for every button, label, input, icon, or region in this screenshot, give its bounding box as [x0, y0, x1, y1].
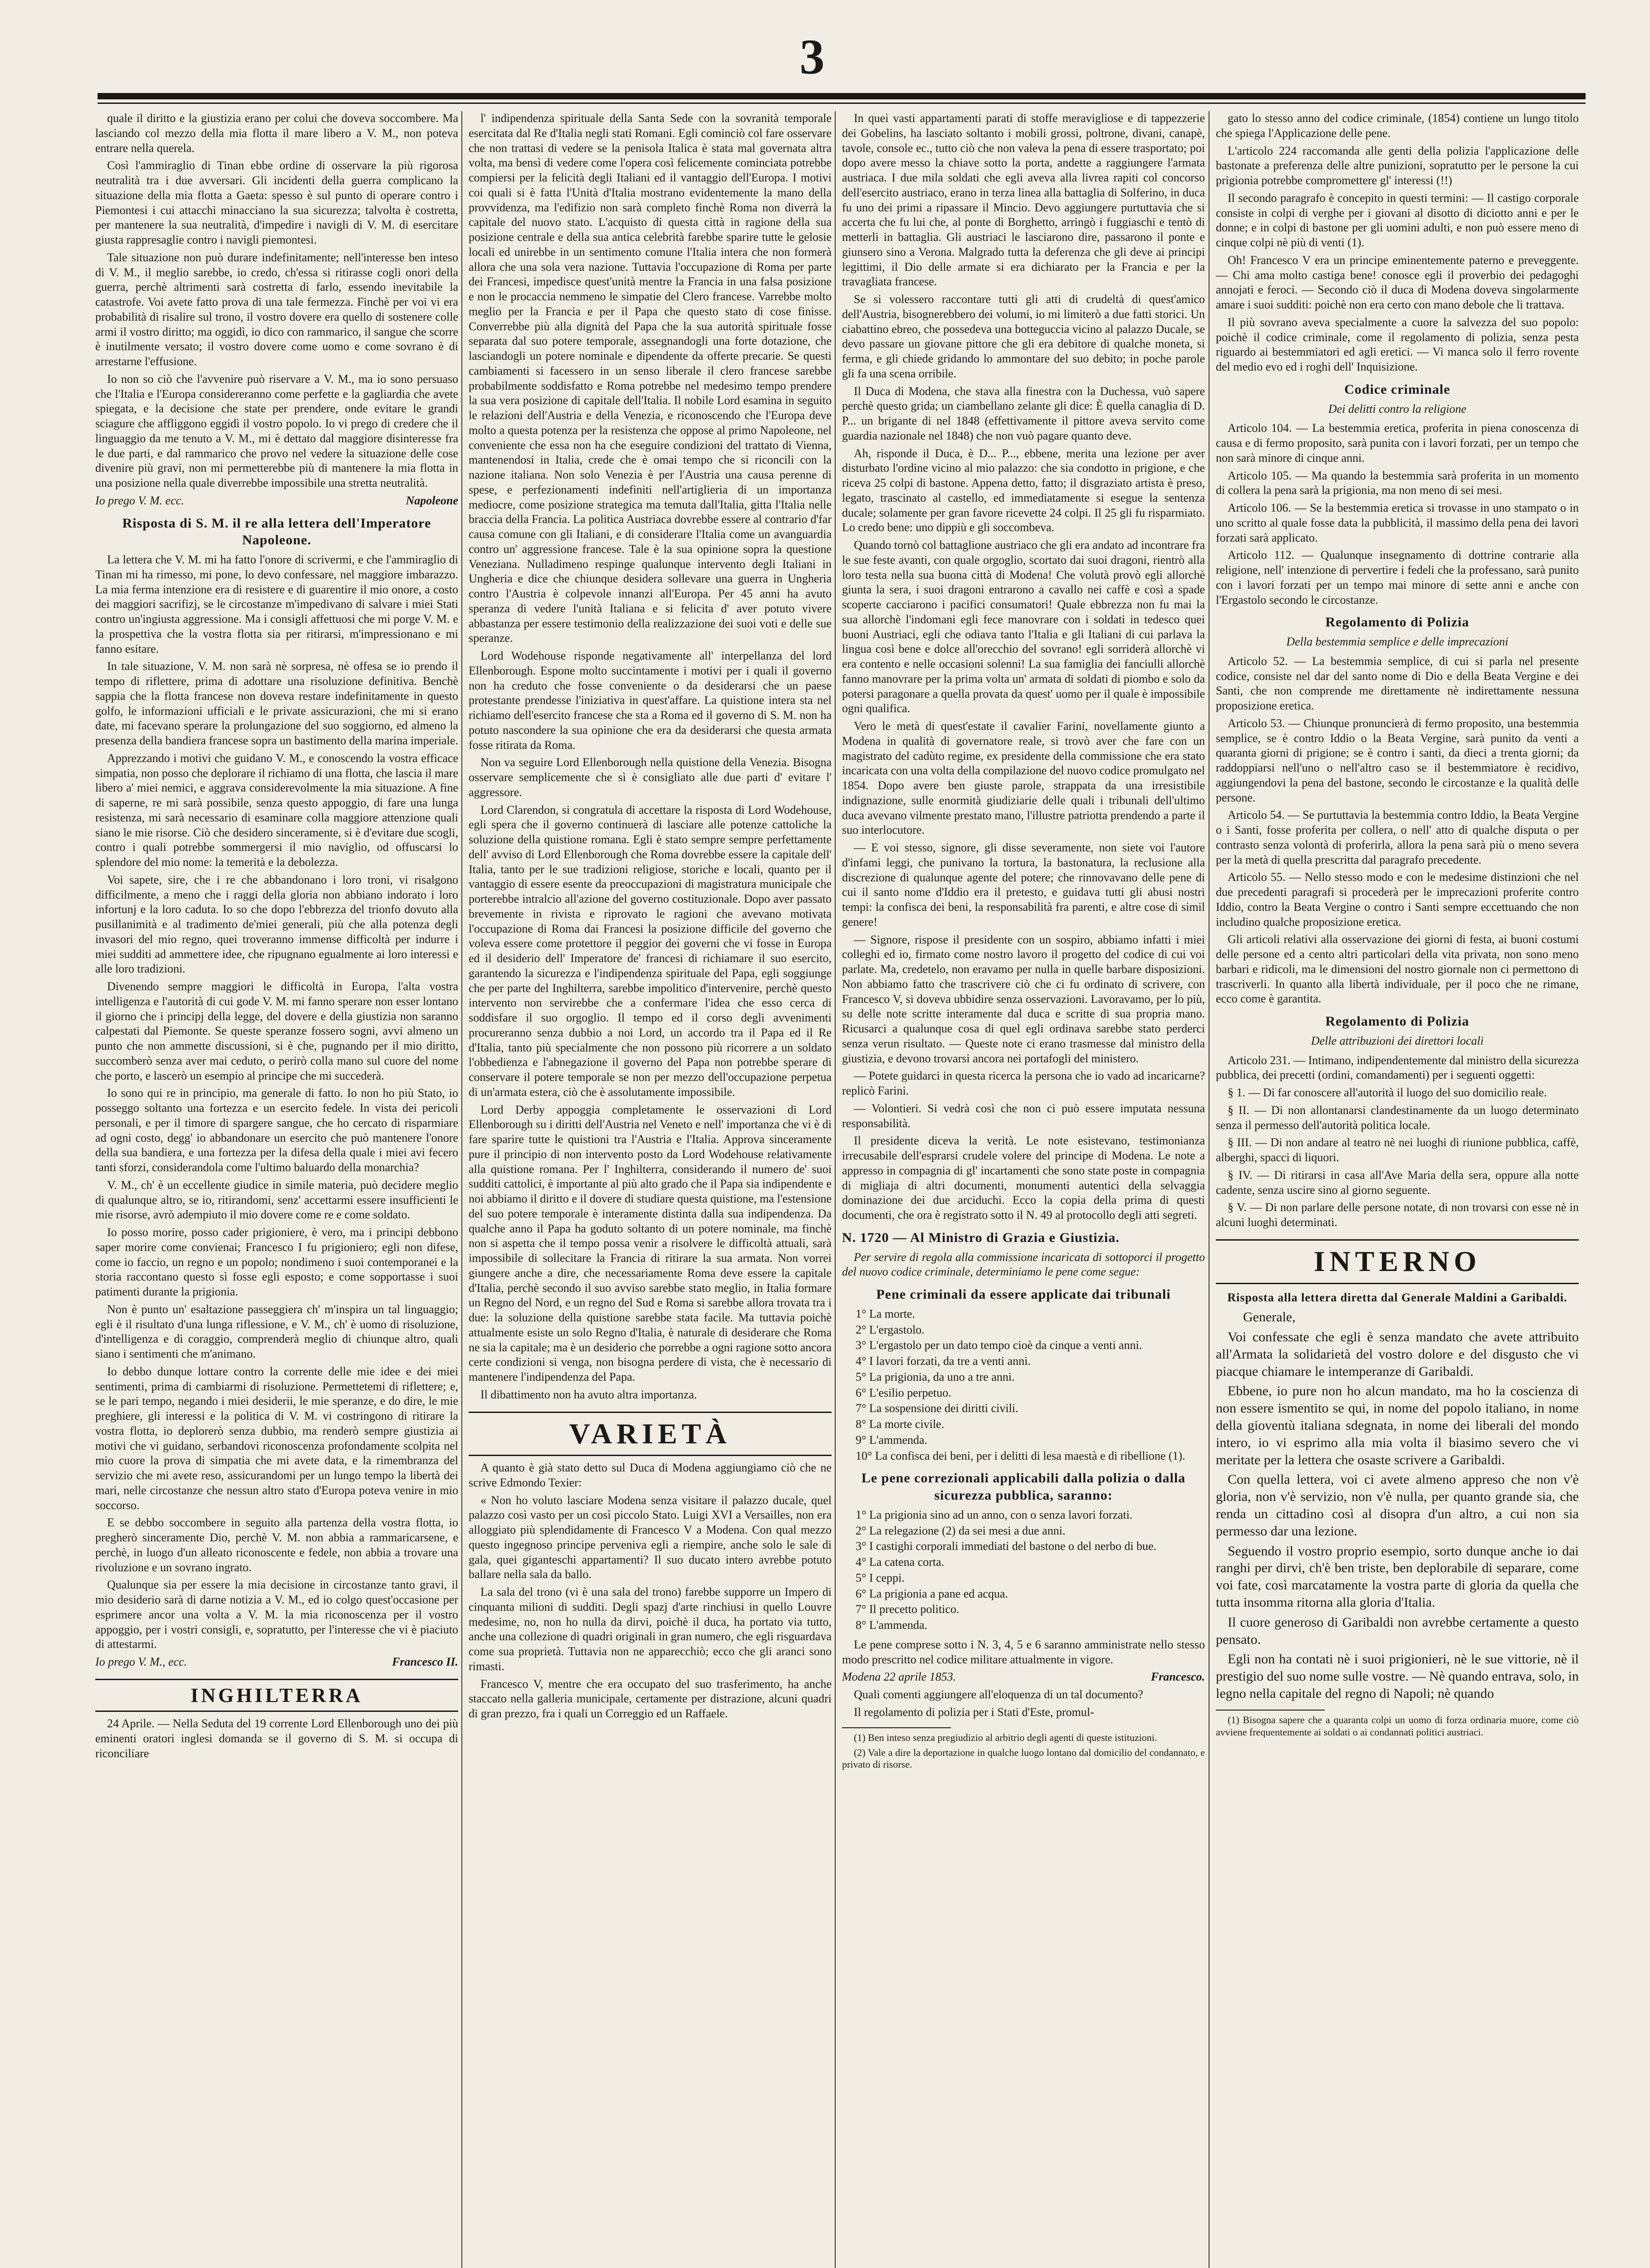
paragraph: Articolo 112. — Qualunque insegnamento di dottrine contrarie alla religione, nell' intenzione di pervertire i fedeli che la professano, sarà punito con i lavori forzati per un tempo mai minore di sette anni e anche con l'Ergastolo secondo le circostanze. — [1216, 548, 1579, 606]
paragraph: Lord Clarendon, si congratula di accettare la risposta di Lord Wodehouse, egli spera che il governo continuerà di lasciare alle potenze cattoliche la soluzione della quistione romana. Egli è stato sempre sempre perfettamente dell' avviso di Lord Ellenborough che Roma dovrebbe essere la capitale dell' Italia, tanto per le sue tradizioni religiose, storiche e locali, quanto per il vantaggio di essere esente da preoccupazioni di magistratura municipale che porterebbe intralcio all'azione del governo costituzionale. Dopo aver passato brevemente in rivista e riprovato le ragioni che avevano motivata l'occupazione di Roma dai Francesi la posizione difficile del governo che voleva essere come protettore il peggior dei governi che vi fosse in Europa ed il desiderio dell' Imperatore de' francesi di richiamare il suo esercito, garantendo la sicurezza e l'indipendenza spirituale del Papa, egli soggiunge che per parte del Inghilterra, sarebbe impolitico d'intervenire, perchè questo intervento non servirebbe che a confermare l'idea che esso cerca di soddisfare il suo orgoglio. Il tempo ed il corso degli avvenimenti procureranno senza dubbio a noi Lord, un accordo tra il Papa ed il Re d'Italia, tanto più specialmente che non possono più ricorrere a un soldato l'obbedienza e l'abnegazione il governo del Papa non potrebbe sperare di conservare il potere temporale se non per mezzo dell'occupazione perpetua di un'armata estera, ciò che è assolutamente impossibile. — [469, 803, 832, 1099]
regolamento2-subheading: Delle attribuzioni dei direttori locali — [1311, 1034, 1484, 1047]
list-item: 7° Il precetto politico. — [856, 1603, 960, 1616]
header-rule-thick — [98, 93, 1586, 99]
paragraph: Articolo 105. — Ma quando la bestemmia sarà proferita in un momento di collera la pena sarà la prigionia, ma non meno di sei mesi. — [1216, 469, 1579, 497]
letter-signature: Napoleone — [406, 494, 458, 507]
column-rule — [461, 111, 462, 2268]
footnote: (2) Vale a dire la deportazione in qualche luogo lontano dal domicilio del condannato, e privato di risorse. — [842, 1746, 1205, 1770]
paragraph: Quando tornò col battaglione austriaco che gli era andato ad incontrare fra le sue feste avanti, con quale orgoglio, scortato dai suoi dragoni, rientrò alla loro testa nella sua buona città di Modena! Che volutà provò egli allorchè giunta la sera, i suoi dragoni entrarono a cavallo nei caffè e così a spade scoperte cacciarono i pacifici consumatori! Quale ebbrezza non fu mai la sua allorchè l'indomani egli fece manovrare con i soldati in tedesco quei buoni Austriaci, egli che odiava tanto l'Italia e gli Italiani di cui parlava la lingua così bene e dolce all'orecchio del sovrano! egli sorriderà allorchè vi era contento e nelle occasioni solenni! La sua famiglia dei fanciulli allorchè fanno manovrare per la prima volta un' armata di soldati di piombo e solo da potersi paragonare a quella provata da quest' uomo per il quale è impossibile ogni qualifica. — [842, 538, 1205, 715]
paragraph: — Potete guidarci in questa ricerca la persona che io vado ad incaricarne? replicò Farini. — [842, 1069, 1205, 1097]
column-1 — [95, 111, 458, 2268]
paragraph: Con quella lettera, voi ci avete almeno appreso che non v'è gloria, non v'è servizio, non v'è nulla, per quanto grande sia, che renda un cittadino così al disopra d'un altro, a cui non sia permesso dar una lezione. — [1216, 1472, 1579, 1539]
paragraph: Il regolamento di polizia per i Stati d'Este, promul- — [854, 1705, 1094, 1719]
paragraph: V. M., ch' è un eccellente giudice in simile materia, può decidere meglio di qualunque altro, se io, ritirandomi, senz' accettarmi essere insufficienti le mie risorse, avrò adempiuto il mio dovere come re e come soldato. — [95, 1178, 458, 1222]
list-item: 8° L'ammenda. — [856, 1618, 928, 1632]
paragraph: Il dibattimento non ha avuto altra importanza. — [480, 1388, 697, 1401]
paragraph: gato lo stesso anno del codice criminale, (1854) contiene un lungo titolo che spiega l'Applicazione delle pene. — [1216, 112, 1579, 140]
list-item: 1° La morte. — [856, 1307, 915, 1320]
paragraph: Il Duca di Modena, che stava alla finestra con la Duchessa, vuò sapere perchè questo grida; un ciambellano zelante gli dice: È quella canaglia di D. P... un brigante di nel 1848 (effettivamente il pittore aveva servito come guardia nazionale nel 1848) che non vuò pagare quanto deve. — [842, 384, 1205, 442]
reply-salute: Io prego V. M., ecc. — [95, 1655, 187, 1669]
paragraph: § 1. — Di far conoscere all'autorità il luogo del suo domicilio reale. — [1228, 1086, 1547, 1100]
paragraph: Articolo 104. — La bestemmia eretica, proferita in piena conoscenza di causa e di fermo proposito, sarà punita con i lavori forzati, per un tempo che non sarà minore di cinque anni. — [1216, 421, 1579, 464]
paragraph: « Non ho voluto lasciare Modena senza visitare il palazzo ducale, quel palazzo così vasto per un così piccolo Stato. Luigi XVI a Versailles, non era alloggiato più splendidamente di Francesco V a Modena. Con qual mezzo questo ingegnoso principe perveniva egli a riempire, anche solo le sale di gala, quei giganteschi appartamenti? Il suo ducato intero avrebbe potuto ballare nella sala da ballo. — [469, 1493, 832, 1581]
paragraph: Non va seguire Lord Ellenborough nella quistione della Venezia. Bisogna osservare semplicemente che sì è consigliato alle due parti d' evitare l' aggressore. — [469, 756, 832, 799]
letter-salute: Io prego V. M. ecc. — [95, 494, 184, 507]
list-item: 7° La sospensione dei diritti civili. — [856, 1402, 1018, 1415]
regolamento2-heading: Regolamento di Polizia — [1325, 1014, 1469, 1029]
paragraph: Ah, risponde il Duca, è D... P..., ebbene, merita una lezione per aver disturbato l'ordine vicino al mio palazzo: che sia condotto in prigione, e che riceva 25 colpi di bastone. Appena detto, fatto; il disgraziato artista è preso, legato, trascinato al castello, ed immediatamente si esegue la sentenza ducale; solamente per gran favore ricevette 24 colpi. Il 25 gli fu risparmiato. Lo credo bene: uno dippiù e gli soccombeva. — [842, 446, 1205, 534]
paragraph: Articolo 53. — Chiunque pronuncierà di fermo proposito, una bestemmia semplice, se è contro Iddio o la Beata Vergine, sarà punito da venti a quaranta giorni di prigione; se è contro i santi, da dieci a trenta giorni; da raddoppiarsi nell'uno o nell'altro caso se il bestemmiatore è recidivo, aggiungendovi la pena del bastone, secondo le circostanze e la qualità delle persone. — [1216, 716, 1579, 804]
paragraph: Voi confessate che egli è senza mandato che avete attribuito all'Armata la solidarietà del vostro dolore e del disgusto che vi piacque chiamare le intemperanze di Garibaldi. — [1216, 1330, 1579, 1379]
paragraph: Egli non ha contati nè i suoi prigionieri, nè le sue vittorie, nè il prestigio del suo nome sulle vostre. — Nè quando entrava, solo, in legno nella capitale del regno di Napoli; nè quando — [1216, 1652, 1579, 1701]
paragraph: In tale situazione, V. M. non sarà nè sorpresa, nè offesa se io prendo il tempo di riflettere, prima di adottare una risoluzione definitiva. Benchè sappia che la flotta francese non doveva restare indefinitamente in questo golfo, le informazioni ufficiali e le private assicurazioni, che mi si erano date, mi facevano sperare la prolungazione del suo soggiorno, ed almeno la presenza della bandiera francese sopra un bastimento della marina imperiale. — [95, 660, 458, 748]
ministry-heading: N. 1720 — Al Ministro di Grazia e Giustizia. — [842, 1230, 1120, 1245]
paragraph: l' indipendenza spirituale della Santa Sede con la sovranità temporale esercitata dal Re d'Italia negli stati Romani. Egli cominciò col fare osservare che non trattasi di vedere se la penisola Italica è stata mal governata altra volta, ma bensì di vedere come l'opera così felicemente cominciata potrebbe compiersi per la felicità degli Italiani ed il vantaggio dell'Europa. I motivi coi quali si è fatta l'Unità d'Italia mostrano evidentemente la mano della provvidenza, ma l'edifizio non sarà completo finchè Roma non diverrà la capitale del nuovo stato. L'acquisto di questa città in ragione della sua posizione centrale e della sua antica celebrità farebbe sparire tutte le gelosie locali ed unirebbe in un sentimento comune l'Italia intera che non formerà allora che una sola vera nazione. Tuttavia l'occupazione di Roma per parte dei Francesi, impedisce quest'unità mentre la Francia in una falsa posizione e non le procaccia nemmeno le simpatie del Clero francese. Varrebbe molto meglio per la Francia e per il Papa che questo stato di cose finisse. Converrebbe più alla dignità del Papa che la sua autorità spirituale fosse separata dal suo potere temporale, assegnandogli una forte dotazione, che lasciandogli un potere nominale e dipendente da offerte precarie. Se questi cambiamenti si facessero in un senso liberale il clero francese sarebbe probabilmente soddisfatto e Roma potrebbe nel medesimo tempo prendere la sua vera posizione di capitale dell'Italia. Il nobile Lord esamina in seguito le relazioni dell'Austria e della Venezia, e riconoscendo che l'Europa deve molto a questa potenza per la resistenza che oppose al primo Napoleone, nel conveniente che essa non ha che eseguire condizioni del trattato di Vienna, mantenendosi in Italia, crede che è omai tempo che si riconcili con la nazione italiana. Non solo Venezia è per l'Austria una causa perenne di spese, e perfezionamenti indefiniti nell'artiglieria di un importanza mediocre, come posizione strategica ma temuta dall'Italia, gitta l'Italia nelle braccia della Francia. La politica Austriaca dovrebbe essere al contrario d'far causa comune con gli Italiani, e di considerare l'Italia come un avanguardia contro un' aggressione francese. Tale è la sua opinione sopra la questione Veneziana. Nulladimeno respinge qualunque intervento degli Italiani in Ungheria e dice che chiunque desidera sollevare una guerra in Ungheria contro l'Austria è colpevole innanzi all'Europa. Per 45 anni ha avuto speranza di vedere l'unità Italiana e si felicita d' aver potuto vivere abbastanza per essere testimonio della realizzazione dei suoi voti e delle sue speranze. — [469, 112, 832, 645]
letter-signature-line — [95, 494, 458, 508]
paragraph: La sala del trono (vi è una sala del trono) farebbe supporre un Impero di cinquanta milioni di sudditi. Degli spazj d'arte rinchiusi in quello Louvre medesime, no, non ho nulla da dirvi, poichè il duca, ha portato via tutto, anche una collezione di quadri originali in gran numero, che egli risguardava come sua proprietà. Tuttavia non ne apparecchiò; ecco che gli aranci sono rimasti. — [469, 1585, 832, 1673]
list-item: 3° L'ergastolo per un dato tempo cioè da cinque a venti anni. — [856, 1339, 1142, 1352]
penalties-heading: Pene criminali da essere applicate dai tribunali — [876, 1287, 1171, 1302]
paragraph: § III. — Di non andare al teatro nè nei luoghi di riunione pubblica, caffè, alberghi, spacci di liquori. — [1216, 1136, 1579, 1164]
paragraph: Divenendo sempre maggiori le difficoltà in Europa, l'alta vostra intelligenza e l'autorità di cui gode V. M. mi fanno sperare non esser lontano il giorno che i principj della legge, del dovere e della giustizia non saranno calpestati dal Piemonte. Se queste speranze fossero sogni, avvi almeno un punto che non ammette discussioni, si è che, pugnando per il mio diritto, succomberò senza aver mai ceduto, o perirò colla mano sul cuore del nome che porto, e lascerò un esempio al principe che mi succederà. — [95, 980, 458, 1082]
correctional-heading: Le pene correzionali applicabili dalla polizia o dalla sicurezza pubblica, saranno: — [861, 1471, 1186, 1503]
decree-signature-line — [842, 1670, 1205, 1685]
paragraph: Le pene comprese sotto i N. 3, 4, 5 e 6 saranno amministrate nello stesso modo prescritto nel codice militare attualmente in vigore. — [842, 1637, 1205, 1666]
list-item: 6° La prigionia a pane ed acqua. — [856, 1587, 1008, 1600]
list-item: 4° La catena corta. — [856, 1555, 945, 1569]
penalties-list — [856, 1307, 1205, 1464]
list-item: 9° L'ammenda. — [856, 1433, 928, 1447]
paragraph: Io sono qui re in principio, ma generale di fatto. Io non ho più Stato, io posseggo soltanto una fortezza e un esercito fedele. In vista dei pericoli personali, e per il timore di spargere sangue, che ho cercato di risparmiare ad ogni costo, degg' io abbandonare un esercito che può mantenere l'onore della sua bandiera, e una fortezza per la difesa della quale i miei avi fecero tanti sforzi, considerandola come l'ultimo baluardo della monarchia? — [95, 1086, 458, 1174]
paragraph: Seguendo il vostro proprio esempio, sorto dunque anche io dai ranghi per dirvi, ch'è ben triste, ben deplorabile di separare, come voi fate, così marcatamente la vostra parte di gloria da quella che tutta insomma ritorna alla gloria d'Italia. — [1216, 1543, 1579, 1610]
list-item: 6° L'esilio perpetuo. — [856, 1386, 951, 1399]
paragraph: § II. — Di non allontanarsi clandestinamente da un luogo determinato senza il permesso dell'autorità politica locale. — [1216, 1103, 1579, 1132]
paragraph: Articolo 106. — Se la bestemmia eretica si trovasse in uno stampato o in uno scritto al quale fosse data la pubblicità, il massimo della pena dei lavori forzati sarà applicato. — [1216, 501, 1579, 544]
footnote-rule — [842, 1727, 951, 1728]
list-item: 2° La relegazione (2) da sei mesi a due anni. — [856, 1524, 1066, 1537]
list-item: 3° I castighi corporali immediati del bastone o del nerbo di bue. — [856, 1540, 1157, 1553]
regolamento-heading: Regolamento di Polizia — [1325, 615, 1469, 630]
paragraph: Ebbene, io pure non ho alcun mandato, ma ho la coscienza di non essere ismentito se qui, in nome del popolo italiano, in nome della gioventù italiana sdegnata, in nome dei liberali del mondo intero, io vi esprimo alla mia volta il biasimo severo che vi meritate per la lettera che osaste scrivere a Garibaldi. — [1216, 1383, 1579, 1467]
paragraph: L'articolo 224 raccomanda alle genti della polizia l'applicazione delle bastonate a preferenza delle altre punizioni, sopratutto per le persone la cui prigionia potrebbe compromettere gl' interessi (!!) — [1216, 144, 1579, 187]
paragraph: — Volontieri. Si vedrà così che non ci può essere imputata nessuna responsabilità. — [842, 1101, 1205, 1130]
list-item: 1° La prigionia sino ad un anno, con o senza lavori forzati. — [856, 1508, 1133, 1521]
decree-signature: Francesco. — [1151, 1670, 1205, 1684]
interno-heading: INTERNO — [1216, 1239, 1579, 1284]
paragraph: Così l'ammiraglio di Tinan ebbe ordine di osservare la più rigorosa neutralità tra i due avversari. Gli incidenti della guerra complicano la situazione della mia flotta a Gaeta: spesso è sul punto di operare contro i Piemontesi i cui attacchi minacciano la sua sicurezza; talvolta è costretta, per mantenere la sua neutralità, d'impedire i navigli di V. M. di esercitare giusta rappresaglie contro i navigli piemontesi. — [95, 159, 458, 246]
paragraph: Il secondo paragrafo è concepito in questi termini: — Il castigo corporale consiste in colpi di verghe per i giovani al disotto di diciotto anni e per le donne; e in colpi di bastone per gli uomini adulti, e non può essere meno di cinque colpi nè più di venti (1). — [1216, 191, 1579, 249]
correctional-list — [856, 1508, 1205, 1633]
paragraph: Articolo 55. — Nello stesso modo e con le medesime distinzioni che nel due precedenti paragrafi si procederà per le imprecazioni proferite contro Iddio, contro la Beata Vergine o contro i Santi sempre eccettuando che non includino qualche proposizione eretica. — [1216, 870, 1579, 929]
list-item: 2° L'ergastolo. — [856, 1323, 925, 1336]
reply-heading: Risposta di S. M. il re alla lettera dell'Imperatore Napoleone. — [122, 515, 431, 548]
column-3 — [842, 111, 1205, 2268]
interno-subheading: Risposta alla lettera diretta dal Generale Maldini a Garibaldi. — [1227, 1290, 1567, 1304]
reply-signature: Francesco II. — [392, 1655, 458, 1669]
list-item: 8° La morte civile. — [856, 1418, 945, 1431]
footnote: (1) Ben inteso senza pregiudizio al arbitrio degli agenti di queste istituzioni. — [854, 1731, 1157, 1743]
codice-subheading: Dei delitti contro la religione — [1328, 402, 1467, 415]
paragraph: Io posso morire, posso cader prigioniere, è vero, ma i principi debbono saper morire come convienai; Francesco I fu prigioniero; egli non difese, come io faccio, un regno e un popolo; nondimeno i suoi contemporanei e la storia raccontano questo sì fosse egli esposto; e come sopportasse i suoi patimenti durante la prigionia. — [95, 1226, 458, 1299]
paragraph: § V. — Di non parlare delle persone notate, di non trovarsi con esse nè in alcuni luoghi determinati. — [1216, 1201, 1579, 1229]
paragraph: A quanto è già stato detto sul Duca di Modena aggiungiamo ciò che ne scrive Edmondo Texier: — [469, 1461, 832, 1489]
ministry-intro: Per servire di regola alla commissione incaricata di sottoporci il progetto del nuovo codice criminale, determiniamo le pene come segue: — [842, 1250, 1205, 1279]
header-rule-thin — [98, 103, 1586, 104]
paragraph: Articolo 54. — Se purtuttavia la bestemmia contro Iddio, la Beata Vergine o i Santi, fosse proferita per collera, o nell' atto di qualche disputa o per contrasto senza volontà di proferirla, allora la pena sarà più o meno severa per la metà di quella prescritta dal paragrafo precedente. — [1216, 808, 1579, 866]
paragraph: Gli articoli relativi alla osservazione dei giorni di festa, ai buoni costumi delle persone ed a cento altri particolari della vita privata, non sono meno barbari e ridicoli, ma le dimensioni del nostro giornale non ci permettono di trascriverli. In quanto alla libertà individuale, per il poco che ne rimane, ecco come è garantita. — [1216, 933, 1579, 1006]
paragraph: Apprezzando i motivi che guidano V. M., e conoscendo la vostra efficace simpatia, non posso che deplorare il richiamo di una flotta, che lascia il mare libero a' miei nemici, e aggrava considerevolmente la mia situazione. A fine di saperne, re mi sarà possibile, senza questo appoggio, di fare una lunga resistenza, mi sarà necessario di esaminare colla maggiore attenzione quali siano le mie risorse. Ciò che desidero sinceramente, si è d'evitare due scogli, contro i quali potrebbe sommergersi il mio naviglio, od offuscarsi lo splendore del mio nome: la temerità e la debolezza. — [95, 751, 458, 869]
column-2 — [469, 111, 832, 2268]
interno-salutation: Generale, — [1243, 1310, 1296, 1325]
paragraph: Tale situazione non può durare indefinitamente; nell'interesse ben inteso di V. M., il meglio sarebbe, io credo, ch'essa si ritirasse cogli onori della guerra, perchè altrimenti sarà costretta di farlo, essendo inevitabile la catastrofe. Voi avete fatto prova di una tale fermezza. Finchè per voi vi era probabilità di risalire sul trono, il vostro dovere era quello di sostenere colle armi il vostro diritto; ma oggidì, io dico con rammarico, il sangue che scorre è inutilmente versato; il vostro dovere come uomo e come sovrano è di arrestarne l'effusione. — [95, 250, 458, 368]
column-rule — [835, 111, 836, 2268]
paragraph: La lettera che V. M. mi ha fatto l'onore di scrivermi, e che l'ammiraglio di Tinan mi ha rimesso, mi pone, lo devo confessare, nel maggiore imbarazzo. La mia ferma intenzione era di resistere e di guarentire il mio onore, a costo dei maggiori sacrifizj, se le circostanze m'impedivano di salvare i miei Stati contro un'ingiusta aggressione. Ma i consigli affettuosi che mi porge V. M. e la prospettiva che la vostra flotta sia per ritirarsi, m'impressionano e mi fanno esitare. — [95, 553, 458, 655]
codice-heading: Codice criminale — [1344, 381, 1450, 397]
reply-signature-line — [95, 1655, 458, 1670]
paragraph: In quei vasti appartamenti parati di stoffe meravigliose e di tappezzerie dei Gobelins, ha lasciato soltanto i mobili grossi, poltrone, divani, canapè, tavole, console ec., tutto ciò che non valeva la pena di essere trasportato; poi dopo avere messo la chiave sotto la porta, andette a raggiungere l'armata austriaca. I due mila soldati che egli aveva alla livrea rapiti col concorso dell'esercito austriaco, erano in terza linea alla battaglia di Solferino, in duca fu uno dei primi a ripassare il Mincio. Devo aggiungere purtuttavia che si accerta che fu lui che, al ponte di Borghetto, arringò i fuggiaschi e tentò di metterli in battaglia. Gli austriaci le lasciarono dire, passarono il ponte e giunsero sino a Verona. Malgrado tutta la deferenza che gli deve ai principi legittimi, il Dio delle armate si era dichiarato per la Francia e per la travagliata francese. — [842, 112, 1205, 288]
paragraph: 24 Aprile. — Nella Seduta del 19 corrente Lord Ellenborough uno dei più eminenti oratori inglesi domanda se il governo di S. M. si occupa di riconciliare — [95, 1717, 458, 1760]
decree-date: Modena 22 aprile 1853. — [842, 1670, 956, 1684]
paragraph: quale il diritto e la giustizia erano per colui che doveva soccombere. Ma lasciando col mezzo della mia flotta il mare libero a V. M., non poteva entrare nella querela. — [95, 112, 458, 155]
page-number: 3 — [799, 29, 825, 84]
list-item: 5° I ceppi. — [856, 1571, 905, 1584]
variety-heading: VARIETÀ — [469, 1412, 832, 1457]
footnote-rule — [1216, 1710, 1325, 1711]
paragraph: Non è punto un' esaltazione passeggiera ch' m'inspira un tal linguaggio; egli è il risultato d'una lunga riflessione, e V. M., ch' è uomo di risoluzione, d'intelligenza e di coraggio, comprenderà meglio di chiunque altro, quali siano i sentimenti che m'animano. — [95, 1302, 458, 1361]
paragraph: Il più sovrano aveva specialmente a cuore la salvezza del suo popolo: poichè il codice criminale, come il regolamento di polizia, senza pesta riguardo ai bestemmiatori ed agli eretici. — Vi manca solo il ferro rovente del medio evo ed i roghi dell' Inquisizione. — [1216, 315, 1579, 373]
list-item: 5° La prigionia, da uno a tre anni. — [856, 1370, 1015, 1383]
regolamento-subheading: Della bestemmia semplice e delle imprecazioni — [1286, 635, 1508, 649]
paragraph: Io non so ciò che l'avvenire può riservare a V. M., ma io sono persuaso che l'Italia e l'Europa considereranno come perfette e la gagliardia che avete spiegata, e la decisione che state per prendere, onde evitare le grandi sciagure che affliggono eggidì il vostro popolo. Io vi prego di credere che il linguaggio da me tenuto a V. M., mi è dettato dal maggiore disinteresse fra le due parti, e dal rammarico che provo nel vedere la situazione delle cose divenire più gravi, non mi permetterebbe più di mantenere la mia flotta in una posizione nella quale diverrebbe impossibile una stretta neutralità. — [95, 372, 458, 489]
paragraph: Articolo 52. — La bestemmia semplice, di cui si parla nel presente codice, consiste nel dar del santo nome di Dio e della Beata Vergine e dei Santi, che non comprende me direttamente nè indirettamente nessuna proposizione eretica. — [1216, 654, 1579, 713]
paragraph: Io debbo dunque lottare contro la corrente delle mie idee e dei miei sentimenti, prima di cambiarmi di risoluzione. Permettetemi di riflettere; e, se le pari tempo, negando i miei desiderii, le mie speranze, e do dire, le mie preghiere, gli interessi e la politica di V. M. vi costringono di ritirare la vostra flotta, io deplorerò senza dubbio, ma renderò sempre giustizia ai motivi che vi guidano, serbandovi riconoscenza profondamente scolpita nel mio cuore la prova di simpatia che mi avete data, e la rimembranza del servizio che mi avete reso, assicurandomi per un lungo tempo la libertà dei mari, nelle circostanze che nessun altro stato d'Europa poteva venire in mio soccorso. — [95, 1364, 458, 1512]
paragraph: Qualunque sia per essere la mia decisione in circostanze tanto gravi, il mio desiderio sarà di darne notizia a V. M., ed io colgo quest'occasione per esprimere ancor una volta a V. M. la mia riconoscenza per il vostro appoggio, per i vostri consigli, e, sopratutto, per l'interesse che vi è piaciuto di attestarmi. — [95, 1578, 458, 1651]
paragraph: Se si volessero raccontare tutti gli atti di crudeltà di quest'amico dell'Austria, bisognerebbero dei volumi, io mi limiterò a due fatti storici. Un ciabattino ebreo, che possedeva una botteguccia vicino al palazzo Ducale, se devo passare un giovane pittore che gli era debitore di qualche moneta, si ferma, e gli chiede gridando lo ammontare del suo debito; in poche parole gli fa una scena orribile. — [842, 293, 1205, 380]
list-item: 4° I lavori forzati, da tre a venti anni. — [856, 1354, 1031, 1368]
list-item: 10° La confisca dei beni, per i delitti di lesa maestà e di ribellione (1). — [856, 1449, 1185, 1462]
footnote: (1) Bisogna sapere che a quaranta colpi un uomo di forza ordinaria muore, come ciò avviene frequentemente ai soldati o ai condannati politici austriaci. — [1216, 1714, 1579, 1738]
paragraph: — E voi stesso, signore, gli disse severamente, non siete voi l'autore d'infami leggi, che punivano la tortura, la bastonatura, la reclusione alla discrezione di qualunque agente del potere; che rinnovavano delle pene di cui il santo nome d'Iddio era il pretesto, e guidava tutti gli abusi nostri tempi: la confisca dei beni, la responsabilità fra parenti, e altre cose di simil genere! — [842, 841, 1205, 929]
paragraph: — Signore, rispose il presidente con un sospiro, abbiamo infatti i miei colleghi ed io, firmato come nostro lavoro il progetto del codice di cui voi parlate. Ma, credetelo, non eravamo per nulla in quelle barbare disposizioni. Non abbiamo fatto che trascrivere ciò che ci fu ordinato di scrivere, con Francesco V, si doveva ubbidire senza osservazioni. Lavoravamo, per lo più, su delle note scritte interamente dal duca e scritte di sua propria mano. Ricusarci a qualunque cosa di quel egli ordinava sarebbe stato perderci senza verun risultato. — Queste note ci erano trasmesse dal ministro della giustizia, e devono trovarsi ancora nei portafogli del ministero. — [842, 933, 1205, 1065]
paragraph: Quali comenti aggiungere all'eloquenza di un tal documento? — [854, 1688, 1143, 1701]
paragraph: Lord Wodehouse risponde negativamente all' interpellanza del lord Ellenborough. Espone molto succintamente i motivi per i quali il governo non ha creduto che fosse conveniente o da desiderarsi che un paese protestante prendesse l'iniziativa in quest'affare. La quistione intera sta nel richiamo dell'esercito francese che sta a Roma ed il governo di S. M. non ha potuto nascondere la sua opinione che era da desiderarsi che questa armata fosse ritirata da Roma. — [469, 649, 832, 752]
paragraph: § IV. — Di ritirarsi in casa all'Ave Maria della sera, oppure alla notte cadente, senza uscire sino al giorno seguente. — [1216, 1168, 1579, 1197]
paragraph: Vero le metà di quest'estate il cavalier Farini, novellamente giunto a Modena in qualità di governatore reale, si trovò aver che fare con un magistrato del cadùto regime, ex presidente della commissione che era stato incaricata con una volta della compilazione del nuovo codice promulgato nel 1854. Dopo avere ben giuste parole, strappata da una irresistibile indignazione, sulle enormità giudiziarie delle quali i tribunali dell'ultimo duca avevano vilmente prestato mano, l'illustre patriotta prendendo a parte il suo interlocutore. — [842, 719, 1205, 837]
england-heading: INGHILTERRA — [95, 1679, 458, 1712]
paragraph: E se debbo soccombere in seguito alla partenza della vostra flotta, io pregherò sinceramente Dio, perchè V. M. non abbia a rammaricarsene, e perchè, in luogo d'un alleato riconoscente e fedele, non abbia a trovare una rivoluzione e un sovrano ingrato. — [95, 1516, 458, 1574]
column-4 — [1216, 111, 1579, 2268]
paragraph: Il cuore generoso di Garibaldi non avrebbe certamente a questo pensato. — [1216, 1614, 1579, 1647]
paragraph: Il presidente diceva la verità. Le note esistevano, testimonianza irrecusabile dell'esprarsi crudele volere del principe di Modena. Le note a appresso in compagnia di gl' incartamenti che sono state poste in compagnia di migliaja di altri documenti, monumenti autentici della selvaggia dominazione dei due arciduchi. Ecco la copia della prima di questi documenti, che ora è registrato sotto il N. 49 al protocollo degli atti segreti. — [842, 1134, 1205, 1222]
paragraph: Oh! Francesco V era un principe eminentemente paterno e preveggente. — Chi ama molto castiga bene! conosce egli il proverbio dei pedagoghi annojati e feroci. — Secondo ciò il duca di Modena doveva singolarmente amare i suoi sudditi: poichè non era certo con mano debole che li trattava. — [1216, 253, 1579, 311]
paragraph: Articolo 231. — Intimano, indipendentemente dal ministro della sicurezza pubblica, dei precetti (ordini, comandamenti) per i seguenti oggetti: — [1216, 1053, 1579, 1082]
paragraph: Lord Derby appoggia completamente le osservazioni di Lord Ellenborough su i diritti dell'Austria nel Veneto e nell' importanza che vi è di fare sparire tutte le quistioni tra l'Austria e l'Italia. Approva sinceramente pure il principio di non intervento posto da Lord Wodehouse relativamente alla quistione romana. Per l' Inghilterra, considerando il numero de' suoi sudditi cattolici, è importante al più alto grado che il Papa sia indipendente e noi abbiamo il diritto e il dovere di studiare questa quistione, ma l'estensione del suo potere temporale è interamente distinta dalla sua indipendenza. Da qualche anno il Papa ha goduto soltanto di un potere nominale, ma finchè non si aspetta che il tempo possa venir a risolvere le difficoltà attuali, sarà impossibile di sollecitare la Francia di ritirare la sua armata. Non vorrei giungere anche a dire, che necessariamente Roma deve essere la capitale d'Italia, perchè secondo il suo avviso sarebbe stato meglio, in Italia formare un Regno del Nord, e un regno del Sud e Roma si sarebbe allora trovata tra i due: la soluzione della quistione sarebbe stata facile. Ma tuttavia poichè attualmente esiste un solo Regno d'Italia, è naturale di desiderare che Roma ne sia la capitale; ma è un desiderio che porrebbe a ogni ragione sotto ancora certe condizioni si venga, non bisogna perdere di vista, che è necessario di mantenere l'indipendenza del Papa. — [469, 1103, 832, 1383]
paragraph: Francesco V, mentre che era occupato del suo trasferimento, ha anche staccato nella galleria municipale, certamente per distrazione, alcuni quadri di gran prezzo, fra i quali un Correggio ed un Raffaele. — [469, 1677, 832, 1721]
paragraph: Voi sapete, sire, che i re che abbandonano i loro troni, vi risalgono difficilmente, a meno che i raggi della gloria non abbiano indorato i loro infortunj e la loro caduta. Io so che dopo l'ebbrezza del trionfo dovuto alla pusillanimità e al tradimento de'miei generali, più che alla potenza degli invasori del mio regno, quei troveranno immense difficoltà per indurre i miei sudditi ad ammettere idee, che ripugnano egualmente ai loro interessi e alle loro tradizioni. — [95, 873, 458, 976]
